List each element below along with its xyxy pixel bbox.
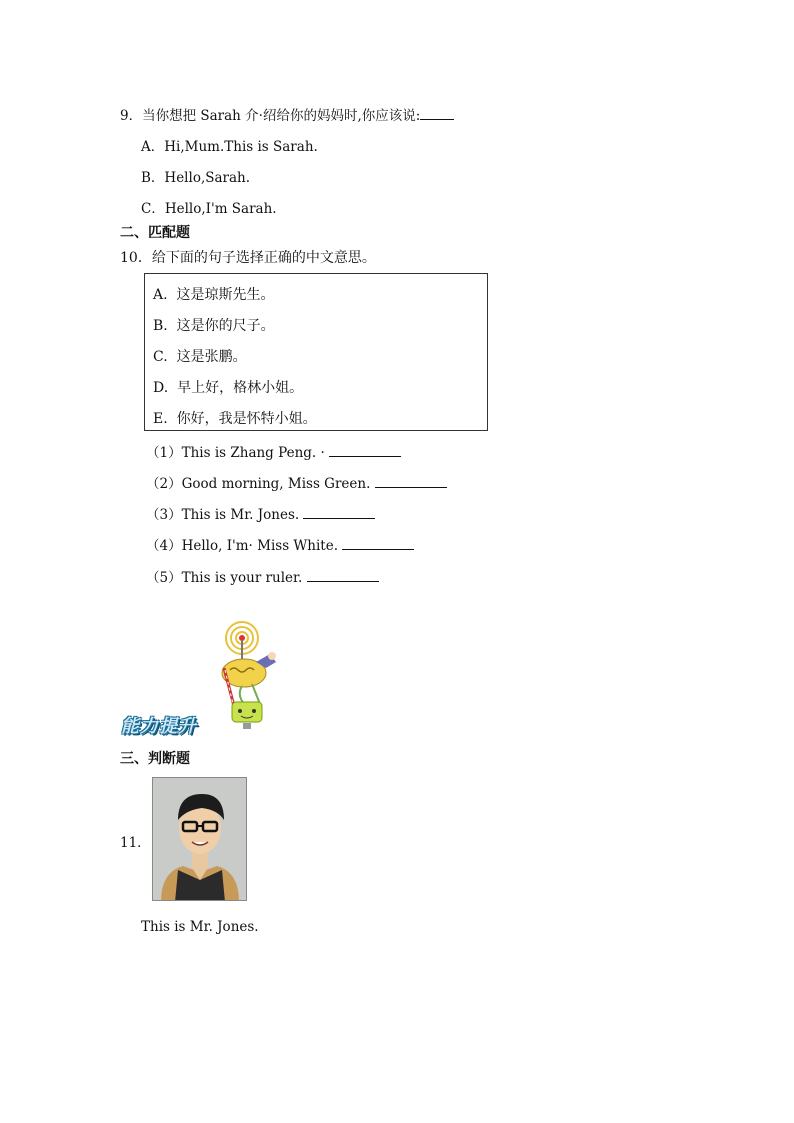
- q10-item-5: [146, 566, 379, 586]
- answer-blank[interactable]: [375, 474, 447, 488]
- answer-blank[interactable]: [329, 443, 401, 457]
- mr-jones-portrait: [152, 777, 247, 901]
- option-letter: B．: [141, 170, 165, 186]
- choice-a: [153, 284, 274, 304]
- q11-caption: This is Mr. Jones.: [141, 919, 259, 935]
- item-number: （1）: [146, 445, 182, 461]
- item-number: （2）: [146, 476, 182, 492]
- q9-stem: [120, 104, 454, 124]
- q10-choices-box: [144, 273, 488, 431]
- choice-text: 这是琼斯先生。: [176, 287, 275, 303]
- item-number: （5）: [146, 570, 182, 586]
- section-2-heading: 二、匹配题: [120, 225, 190, 241]
- option-letter: A．: [141, 139, 165, 155]
- q9-option-a: [141, 135, 318, 155]
- choice-letter: A.: [153, 287, 168, 303]
- choice-letter: E.: [153, 411, 168, 427]
- option-text: Hello,Sarah.: [164, 170, 251, 186]
- choice-text: 你好，我是怀特小姐。: [176, 411, 317, 427]
- choice-text: 这是你的尺子。: [176, 318, 275, 334]
- answer-blank[interactable]: [342, 536, 414, 550]
- banner-title: 能力提升: [121, 716, 197, 737]
- item-text: This is Zhang Peng. ·: [181, 445, 325, 461]
- q9-answer-blank[interactable]: [420, 106, 454, 120]
- basket-icon: [232, 702, 262, 722]
- item-text: This is Mr. Jones.: [181, 507, 300, 523]
- q9-text: 当你想把 Sarah 介·绍给你的妈妈时,你应该说:: [142, 108, 421, 124]
- option-text: Hi,Mum.This is Sarah.: [164, 139, 318, 155]
- q10-item-3: [146, 503, 375, 523]
- q9-option-b: [141, 166, 250, 186]
- answer-blank[interactable]: [303, 505, 375, 519]
- answer-blank[interactable]: [307, 568, 379, 582]
- item-text: Good morning, Miss Green.: [181, 476, 371, 492]
- q9-option-c: [141, 197, 277, 217]
- option-text: Hello,I'm Sarah.: [164, 201, 277, 217]
- q10-item-4: [146, 534, 414, 554]
- q10-item-1: [146, 441, 401, 461]
- choice-c: [153, 346, 247, 366]
- choice-letter: D.: [153, 380, 169, 396]
- choice-text: 早上好，格林小姐。: [177, 380, 304, 396]
- q10-stem: 10．给下面的句子选择正确的中文意思。: [120, 250, 376, 266]
- item-number: （3）: [146, 507, 182, 523]
- choice-d: [153, 377, 303, 397]
- choice-text: 这是张鹏。: [176, 349, 247, 365]
- item-number: （4）: [146, 538, 182, 554]
- choice-b: [153, 315, 275, 335]
- choice-letter: B.: [153, 318, 168, 334]
- section-3-heading: 三、判断题: [120, 751, 190, 767]
- q11-number: 11．: [120, 835, 151, 851]
- item-text: This is your ruler.: [181, 570, 303, 586]
- option-letter: C．: [141, 201, 165, 217]
- item-text: Hello, I'm· Miss White.: [181, 538, 339, 554]
- banner-illustration: [212, 618, 292, 736]
- choice-e: [153, 408, 317, 428]
- choice-letter: C.: [153, 349, 168, 365]
- q9-number: 9．: [120, 108, 143, 124]
- q10-item-2: [146, 472, 447, 492]
